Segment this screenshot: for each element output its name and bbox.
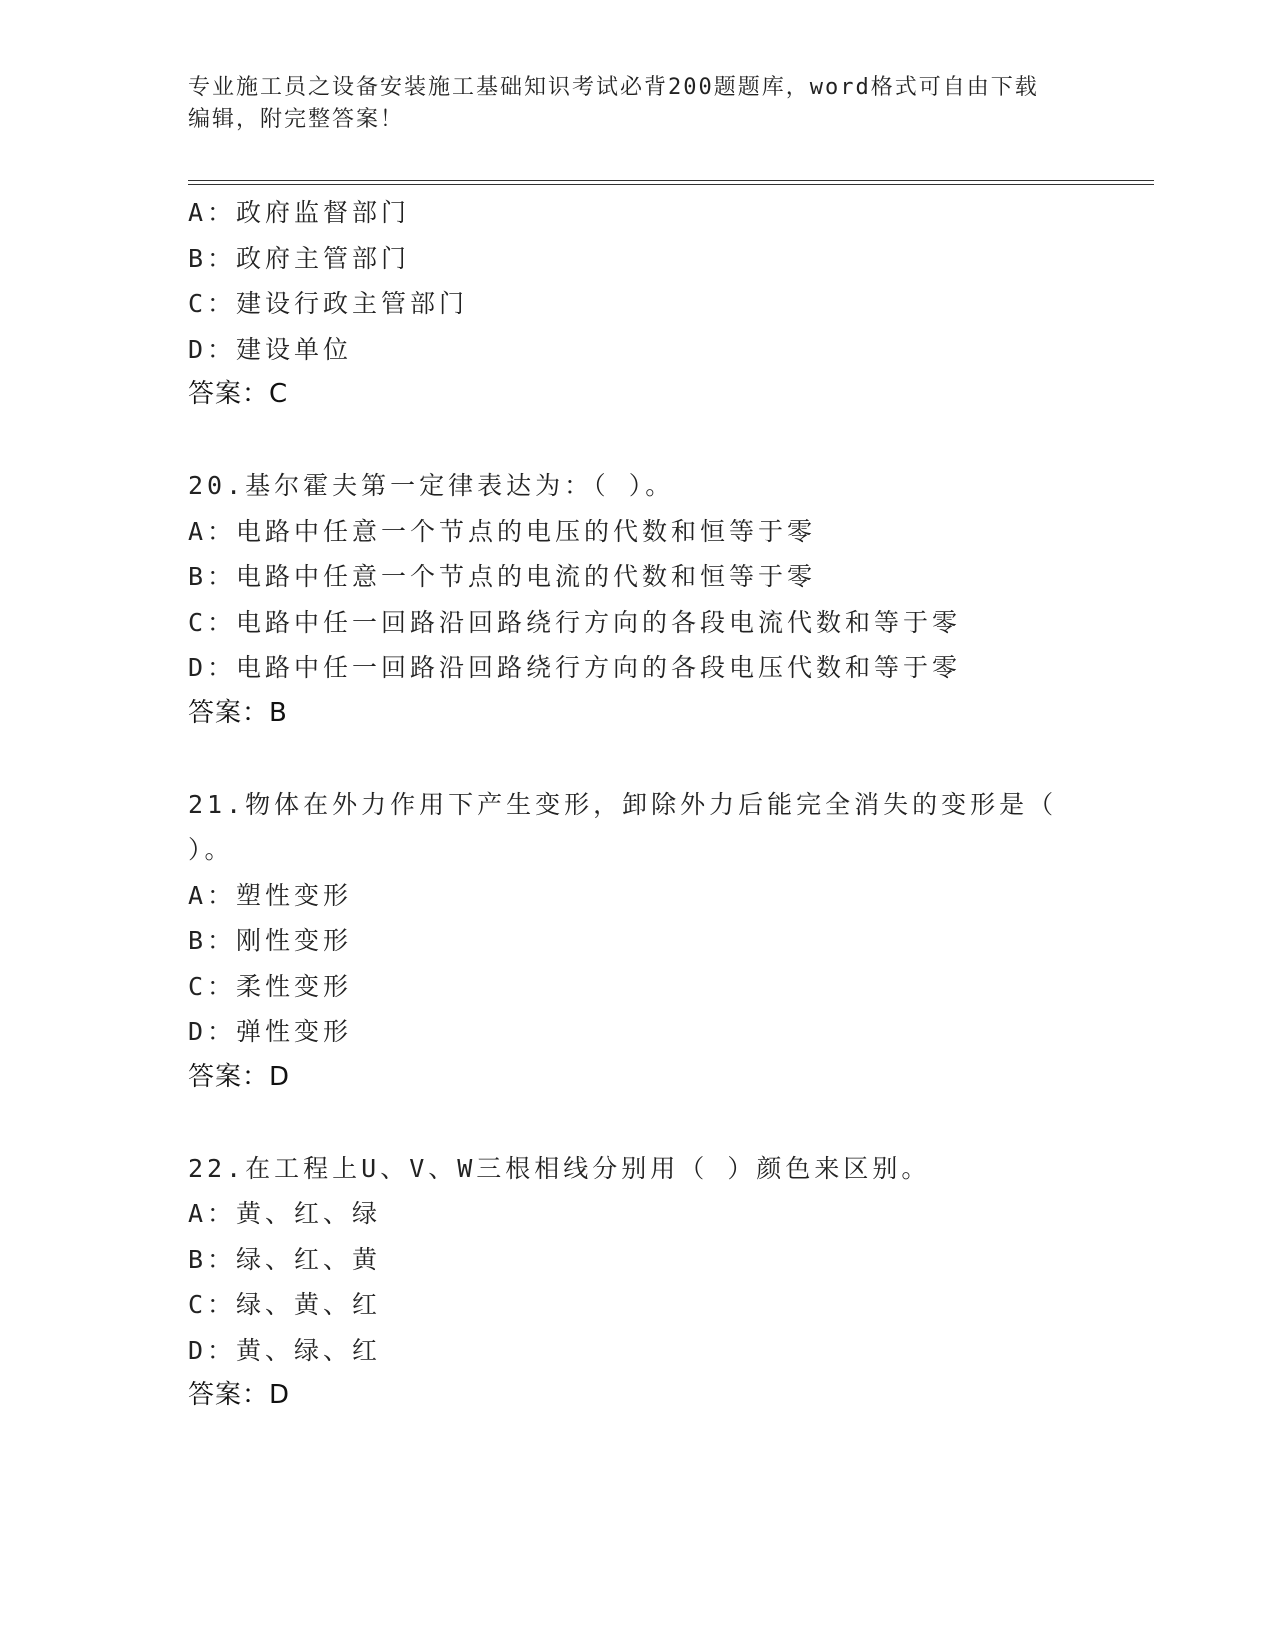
header-title-line-1: 专业施工员之设备安装施工基础知识考试必背200题题库，word格式可自由下载 xyxy=(188,75,1039,100)
spacer xyxy=(188,418,1148,464)
question-block-20 xyxy=(188,463,1148,736)
q21-option-b: B：刚性变形 xyxy=(188,926,353,955)
spacer xyxy=(188,1100,1148,1146)
question-block-21 xyxy=(188,782,1148,1101)
question-block-22 xyxy=(188,1146,1148,1419)
question-block-19 xyxy=(188,190,1148,418)
q22-option-b: B：绿、红、黄 xyxy=(188,1244,382,1274)
q20-question: 20.基尔霍夫第一定律表达为：（ ）。 xyxy=(188,471,675,500)
q22-option-a: A：黄、红、绿 xyxy=(188,1199,382,1228)
q20-option-a: A：电路中任意一个节点的电压的代数和恒等于零 xyxy=(188,516,817,546)
q21-option-d: D：弹性变形 xyxy=(188,1017,353,1046)
q20-option-c: C：电路中任一回路沿回路绕行方向的各段电流代数和等于零 xyxy=(188,607,962,637)
spacer xyxy=(188,736,1148,782)
header-divider-bottom xyxy=(188,184,1154,185)
header-title-line-2: 编辑，附完整答案！ xyxy=(188,107,405,132)
q19-option-b: B：政府主管部门 xyxy=(188,243,411,273)
document-header xyxy=(188,72,1088,136)
q19-option-d: D：建设单位 xyxy=(188,334,353,364)
q20-answer: 答案：B xyxy=(188,697,288,728)
q21-question-line-2: ）。 xyxy=(188,835,234,864)
q22-answer: 答案：D xyxy=(188,1380,291,1410)
q20-option-b: B：电路中任意一个节点的电流的代数和恒等于零 xyxy=(188,562,817,591)
q22-question: 22.在工程上U、V、W三根相线分别用（ ）颜色来区别。 xyxy=(188,1153,931,1183)
q20-option-d: D：电路中任一回路沿回路绕行方向的各段电压代数和等于零 xyxy=(188,653,962,682)
q19-option-c: C：建设行政主管部门 xyxy=(188,289,469,318)
q19-answer: 答案：C xyxy=(188,379,289,409)
q21-question-line-1: 21.物体在外力作用下产生变形，卸除外力后能完全消失的变形是（ xyxy=(188,789,1058,819)
q22-option-c: C：绿、黄、红 xyxy=(188,1290,382,1319)
q21-answer: 答案：D xyxy=(188,1061,291,1092)
q21-option-c: C：柔性变形 xyxy=(188,971,353,1001)
q22-option-d: D：黄、绿、红 xyxy=(188,1335,382,1365)
question-list xyxy=(188,190,1148,1419)
header-divider-top xyxy=(188,180,1154,181)
q19-option-a: A：政府监督部门 xyxy=(188,198,411,227)
q21-option-a: A：塑性变形 xyxy=(188,880,353,910)
